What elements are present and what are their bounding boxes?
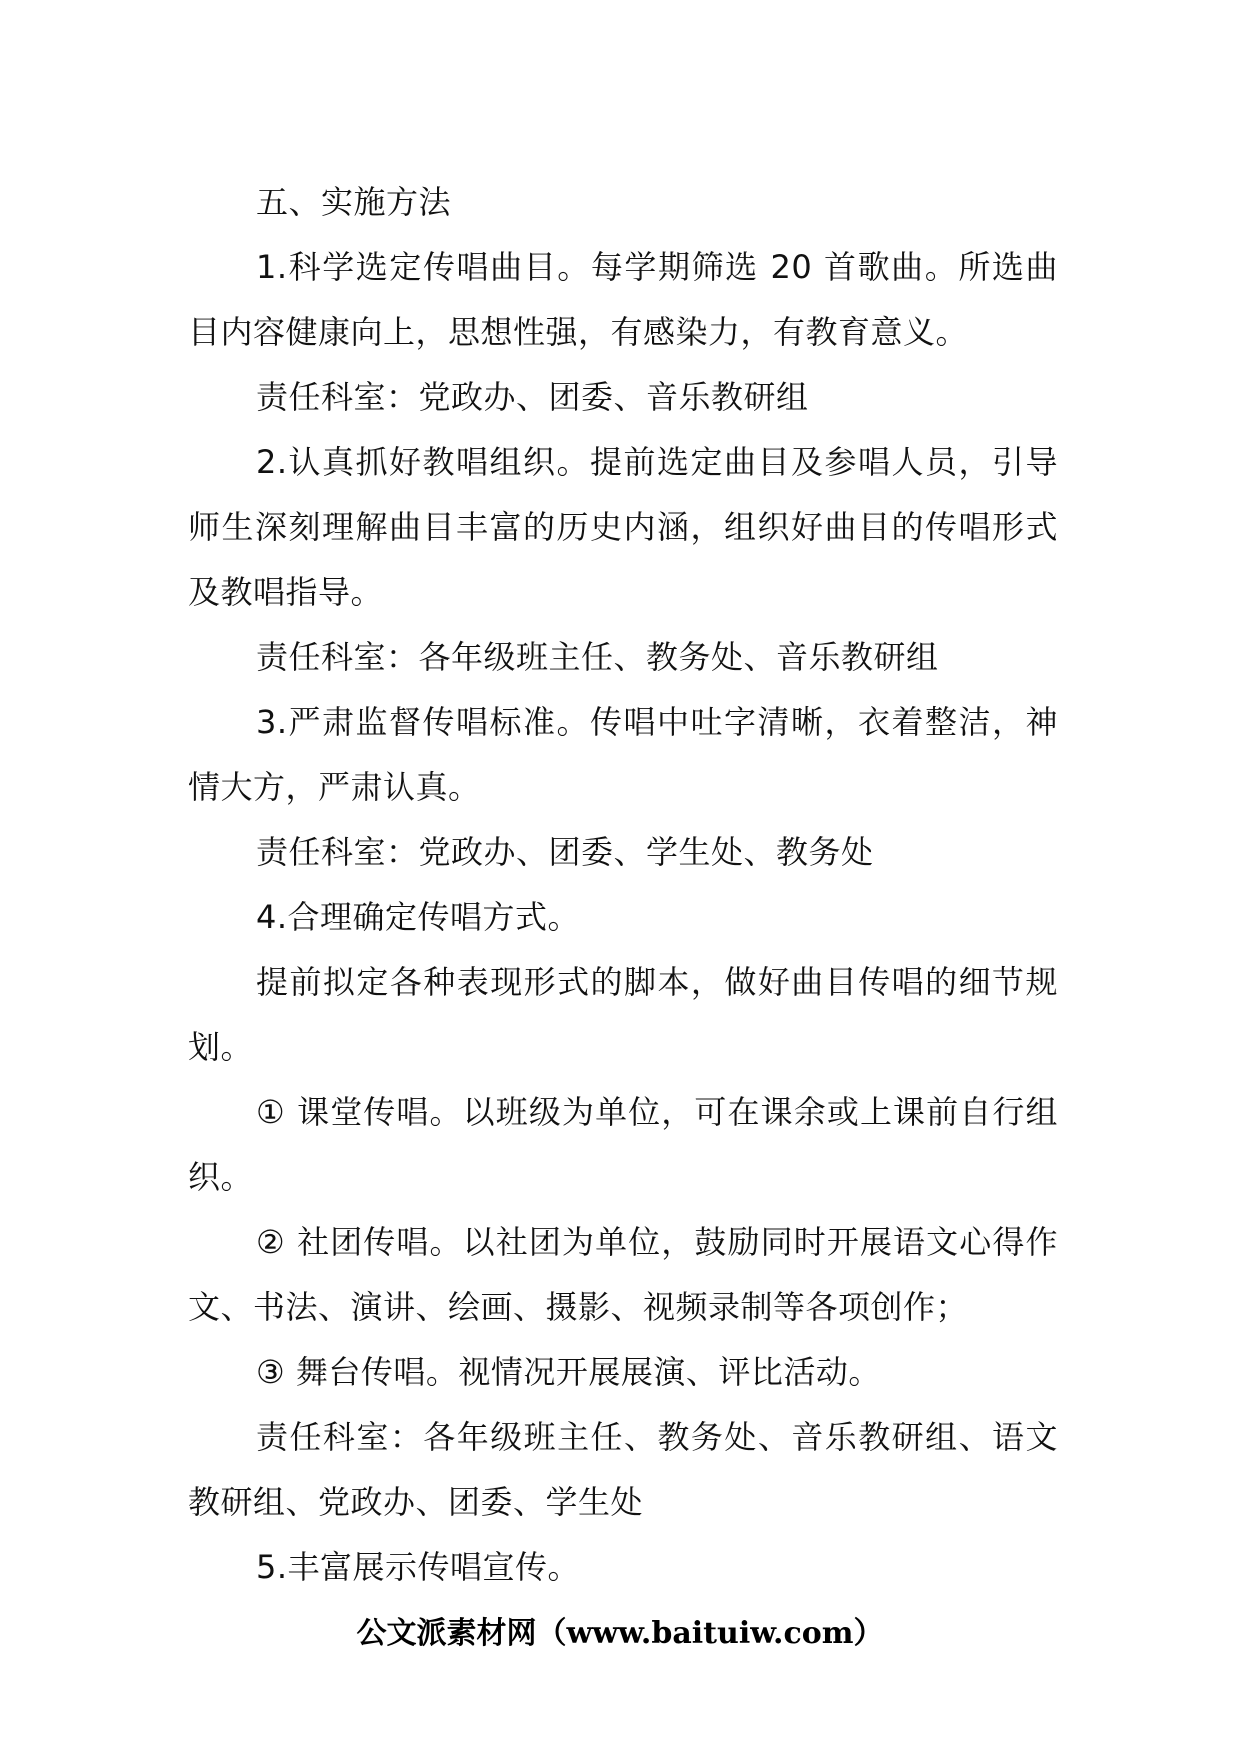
responsibility-line: 责任科室：党政办、团委、学生处、教务处 xyxy=(256,833,874,871)
responsibility-line: 责任科室：各年级班主任、教务处、音乐教研组、语文教研组、党政办、团委、学生处 xyxy=(188,1418,1058,1521)
responsibility-line: 责任科室：各年级班主任、教务处、音乐教研组 xyxy=(256,638,939,676)
paragraph-item-4: 4.合理确定传唱方式。 xyxy=(256,898,581,936)
paragraph-item-2: 2.认真抓好教唱组织。提前选定曲目及参唱人员，引导师生深刻理解曲目丰富的历史内涵，组织好曲目的传唱形式及教唱指导。 xyxy=(188,443,1058,611)
paragraph-text: 提前拟定各种表现形式的脚本，做好曲目传唱的细节规划。 xyxy=(188,963,1058,1066)
paragraph-item-3: 3.严肃监督传唱标准。传唱中吐字清晰，衣着整洁，神情大方，严肃认真。 xyxy=(188,703,1058,806)
list-item-classroom: ① 课堂传唱。以班级为单位，可在课余或上课前自行组织。 xyxy=(188,1093,1058,1196)
responsibility-line: 责任科室：党政办、团委、音乐教研组 xyxy=(256,378,809,416)
list-item-stage: ③ 舞台传唱。视情况开展展演、评比活动。 xyxy=(256,1353,881,1391)
section-heading: 五、实施方法 xyxy=(256,183,452,221)
list-item-club: ② 社团传唱。以社团为单位，鼓励同时开展语文心得作文、书法、演讲、绘画、摄影、视频录制等各项创作； xyxy=(188,1223,1058,1326)
paragraph-item-5: 5.丰富展示传唱宣传。 xyxy=(256,1548,581,1586)
paragraph-item-1: 1.科学选定传唱曲目。每学期筛选 20 首歌曲。所选曲目内容健康向上，思想性强，有感染力，有教育意义。 xyxy=(188,248,1058,351)
footer-watermark-text: 公文派素材网（www.baituiw.com） xyxy=(356,1616,884,1651)
document-body xyxy=(188,170,1058,1600)
